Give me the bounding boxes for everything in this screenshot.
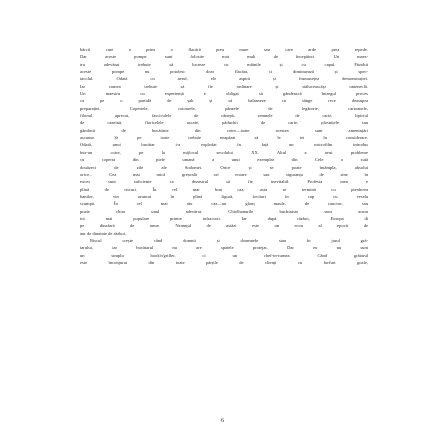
text-line: pe dinafară de arme. Neamţul de astăzi este un ecou al epocii de: [80, 223, 368, 229]
text-line: exces sunt suficiente ca dezastrul să fie inevitabil. Profesia mea e: [80, 179, 368, 185]
text-line: un simplu book'n'griller, ci un chef-in-turnea. Când grătarul: [80, 252, 368, 258]
text-line: banilor, vin aruncat în plină figură, lovituri în cap cu vesela: [80, 193, 368, 199]
text-line: tru adevărat trebuie să lucreze cu mâinile și cu capul. Fiindcă: [80, 61, 368, 67]
text-line: gândacii de bucătărie din cotor—toate acestea sunt amenințări: [80, 127, 368, 133]
body-text: [80, 46, 368, 266]
text-line: scumpă. În cel mai rău caz—un glonț maule, de cauciuc, sau: [80, 201, 368, 207]
text-line: Un maestru cu experiență e obligat să gândească întregul proces: [80, 91, 368, 97]
text-line: cu coperta din piele umană a unui exemplar din Cele o sută: [80, 157, 368, 163]
text-line: tacolul. Odată cu aerul, ele aspiră și frumusețea demonstrației.: [80, 76, 368, 82]
text-line: într-un cotor, pe la mijlocul secolului XX. Altul a avut probleme: [80, 149, 368, 155]
text-line: Dar aceste pompe sunt folosite mai mult de începători. Un maes-: [80, 54, 368, 60]
text-line: ascunse. Și pe toate trebuie neapărat să le iei în considerare.: [80, 135, 368, 141]
text-line: este înconjurat din toate părțile de clienți cu furfuri goale,: [80, 259, 368, 265]
text-line: plină de riscuri. În cel mai bun caz, asta se termină cu pierderea: [80, 186, 368, 192]
text-line: orice... Cea mai mică greșeală ori eroare sau siguranța de sine în: [80, 171, 368, 177]
text-line: preparației. Copertele, cotoarele, pânzele de legătorie, cartoanele,: [80, 105, 368, 111]
text-line: filonul aprecat, fasciculele de cânepă, semnele de carte, lipiciul: [80, 113, 368, 119]
text-line: Iar carnea trebuie să fie ordinare și stăluceascăși umeneclă.: [80, 83, 368, 89]
text-line: Riscul crește când domnii și doamnele stau în jurul gră-: [90, 237, 368, 243]
text-line: tarului, iar bucătarul nu are spatele protejat. Dar eu nu sunt: [80, 245, 368, 251]
text-line: aceste pompe nu potolesc doar flacăra, ci diminuează și spec-: [80, 69, 368, 75]
text-line: de cazeină, floricelele uscate, păduchii de carte, plosnițele sau: [80, 120, 368, 126]
text-line: ca pe o partidă de șah și să balanseze cu sânge rece deasupra: [80, 98, 368, 104]
page-number: 6: [221, 418, 224, 424]
text-line: tot mai populare printre infractori. Iar după război, Europa di: [80, 215, 368, 221]
text-line: Odată, unui bucătar i-a explodat în față un microfilm introdus: [80, 142, 368, 148]
text-line: bărcii care a prins o flacără prea mare sau care arde prea repede.: [80, 47, 368, 52]
text-line: aur de dinainte de război,: [80, 230, 127, 236]
text-line: douăzeci de zile ale Sodomei. Orice și se poate întâmpla, absolut: [80, 164, 368, 170]
text-line: poate chiar unul adevărat. Chiolhanurile buchiniste sunt acum: [80, 208, 368, 214]
